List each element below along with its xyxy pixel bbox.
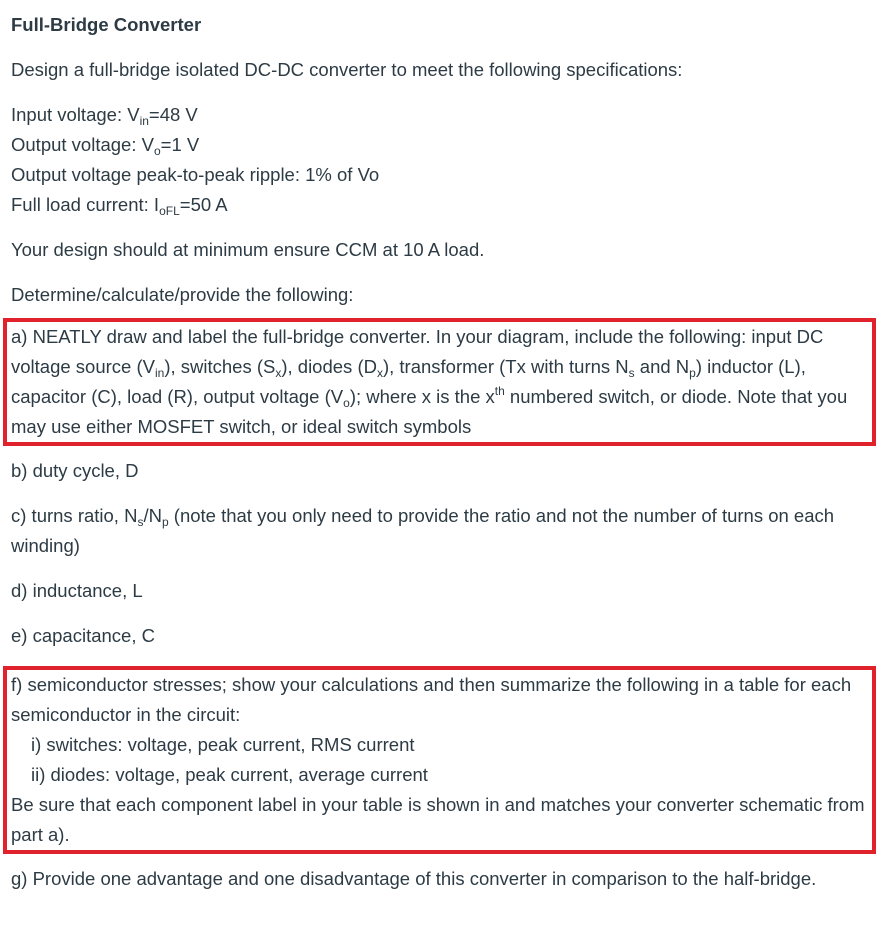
spec-list: [11, 100, 891, 220]
determine-text: Determine/calculate/provide the following:: [11, 284, 354, 305]
spec-input-voltage: Input voltage: $V_{in}=48$ V: [11, 104, 198, 128]
highlight-box-part-f: [3, 666, 876, 854]
part-f-line-1: f) semiconductor stresses; show your calculations and then summarize the following in a table for each semiconductor in the circuit:: [11, 674, 852, 725]
part-e-text: e) capacitance, C: [11, 625, 155, 646]
intro-text: Design a full-bridge isolated DC-DC converter to meet the following specifications:: [11, 59, 683, 80]
part-f-line-3: ii) diodes: voltage, peak current, average current: [31, 764, 428, 785]
ccm-note: Your design should at minimum ensure CCM at 10 A load.: [11, 239, 485, 260]
part-a-text: a) NEATLY draw and label the full-bridge converter. In your diagram, include the following: input DC voltage source $(V_{in})$, switches $(S_x)$, diodes $(D_x)$, transformer (Tx with turns $N_s$ and $N_p$) inductor (L), capacitor (C), load (R), output voltage $(V_o)$; where x is the $x^{th}$ numbered switch, or diode. Note that you may use either MOSFET switch, or ideal switch symbols: [11, 326, 848, 437]
part-g-text: g) Provide one advantage and one disadvantage of this converter in comparison to the half-bridge.: [11, 868, 817, 889]
spec-ripple: Output voltage peak-to-peak ripple: 1% of Vo: [11, 164, 380, 185]
spec-output-voltage: Output voltage: $V_o=1$ V: [11, 134, 200, 158]
part-d-text: d) inductance, L: [11, 580, 143, 601]
part-f-line-4: Be sure that each component label in your table is shown in and matches your converter schematic from part a).: [11, 794, 865, 845]
part-b-text: b) duty cycle, D: [11, 460, 139, 481]
page-title: Full-Bridge Converter: [11, 14, 202, 35]
part-c-text: c) turns ratio, $N_s/N_p$ (note that you only need to provide the ratio and not the number of turns on each winding): [11, 505, 835, 556]
document-body: [11, 10, 891, 909]
spec-load-current: Full load current: $I_{oFL}=50$ A: [11, 194, 228, 218]
highlight-box-part-a: [3, 318, 876, 446]
part-f-line-2: i) switches: voltage, peak current, RMS current: [31, 734, 415, 755]
